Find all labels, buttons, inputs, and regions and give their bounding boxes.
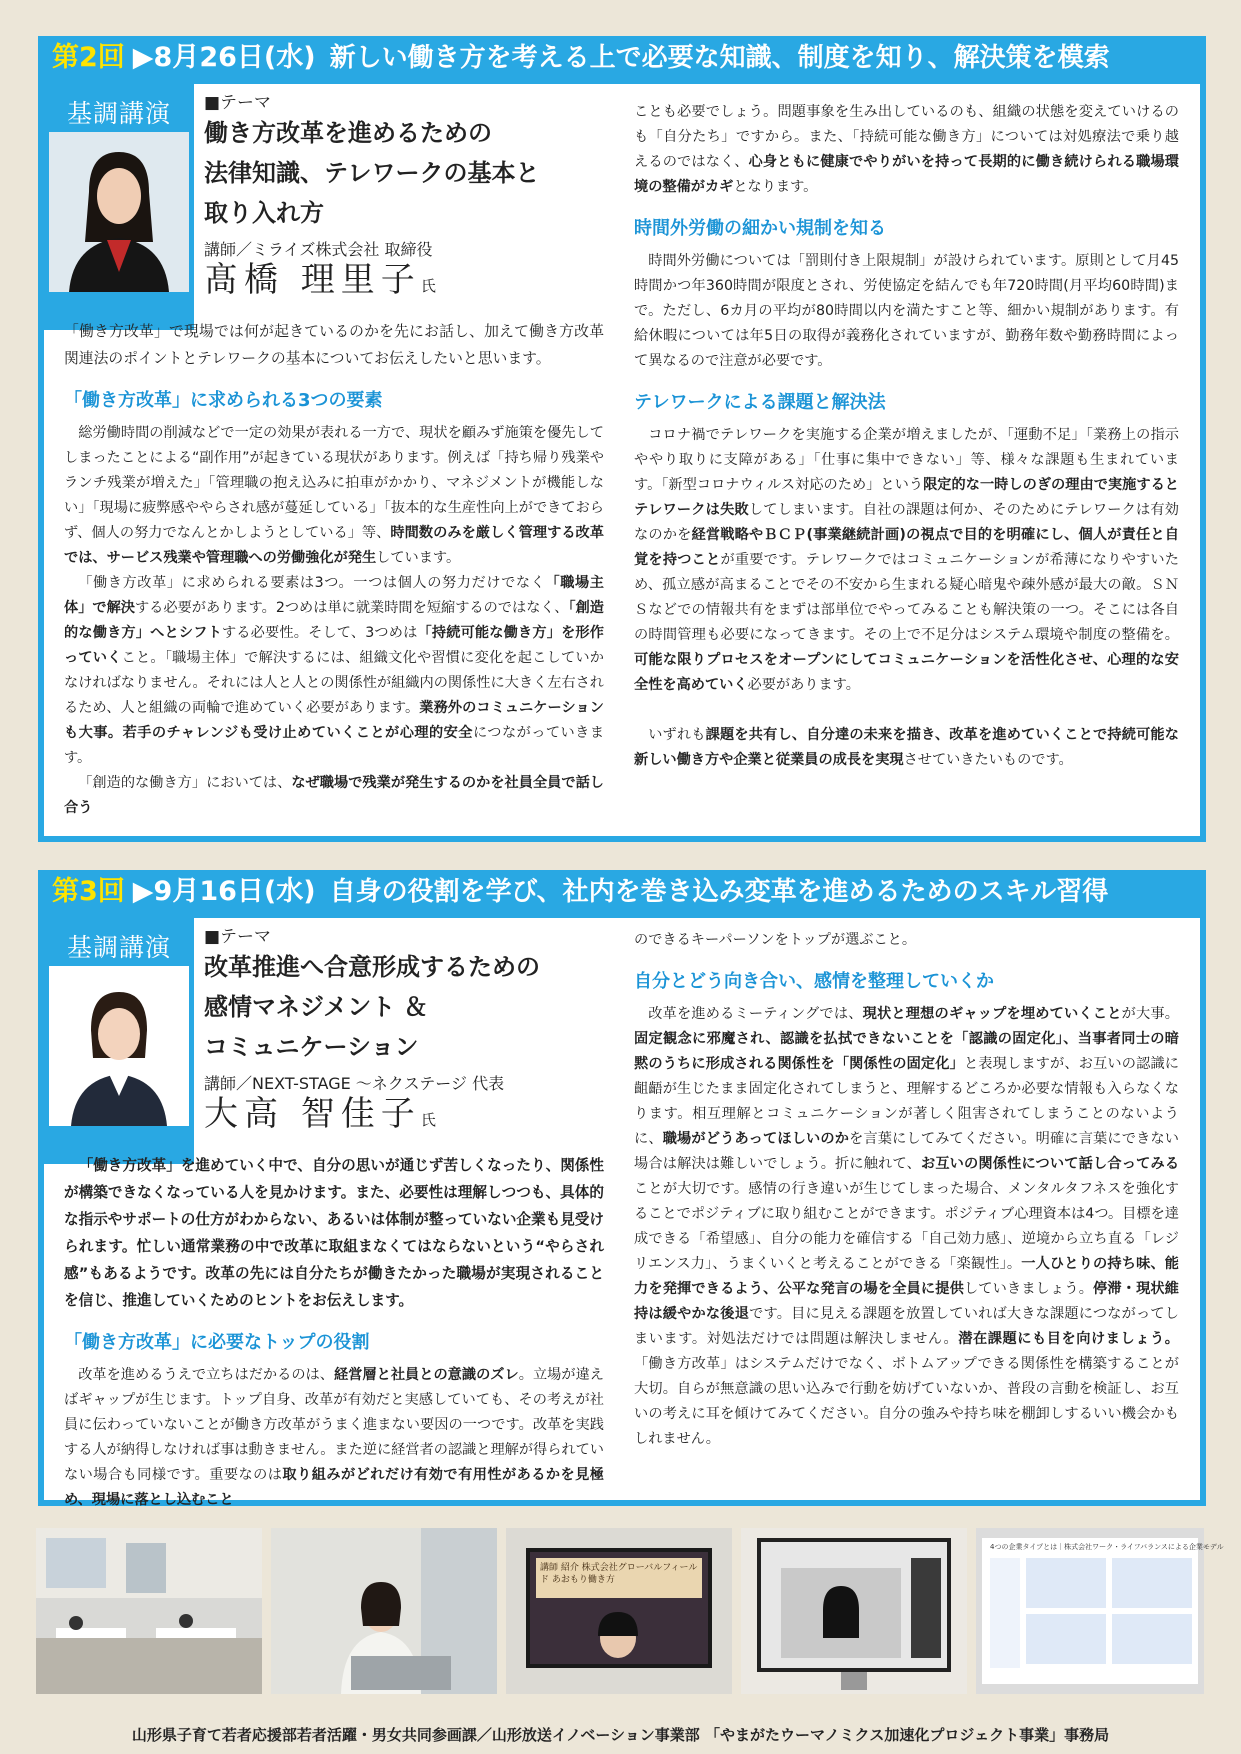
theme-label: ■テーマ	[204, 927, 272, 947]
lecturer-name-text: 大高 智佳子	[204, 1094, 421, 1134]
session-header	[38, 870, 1206, 914]
paragraph: コロナ禍でテレワークを実施する企業が増えましたが、「運動不足」「業務上の指示ややり取りに支障がある」「仕事に集中できない」等、様々な課題も生まれています。「新型コロナウィルス対応のため」という限定的な一時しのぎの理由で実施するとテレワークは失敗してしまいます。自社の課題は何か、そのためにテレワークは有効なのかを経営戦略やＢＣＰ(事業継続計画)の視点で目的を明確にし、個人が責任と自覚を持つことが重要です。テレワークではコミュニケーションが希薄になりやすいため、孤立感が高まることでその不安から生まれる疑心暗鬼や疎外感が最大の敵。ＳＮＳなどでの情報共有をまずは部単位でやってみることも解決策の一つ。そこには各自の時間管理も必要になってきます。その上で不足分はシステム環境や制度の整備を。可能な限りプロセスをオープンにしてコミュニケーションを活性化させ、心理的な安全性を高めていく必要があります。	[634, 427, 1179, 693]
keynote-badge: 基調講演	[66, 99, 171, 128]
intro-text: 「働き方改革」を進めていく中で、自分の思いが通じず苦しくなったり、関係性が構築できなくなっている人を見かけます。また、必要性は理解しつつも、具体的な指示やサポートの仕方がわからない、あるいは体制が整っていない企業も見受けられます。忙しい通常業務の中で改革に取組まなくてはならないという“やらされ感”もあるようです。改革の先には自分たちが働きたかった職場が実現されることを信じ、推進していくためのヒントをお伝えします。	[64, 1157, 604, 1309]
session-2	[38, 36, 1206, 842]
theme-title-line: 感情マネジメント ＆	[204, 993, 428, 1021]
speaker-column	[44, 84, 194, 330]
section-heading: テレワークによる課題と解決法	[634, 392, 886, 413]
section-heading: 自分とどう向き合い、感情を整理していくか	[634, 971, 994, 992]
slide-photo	[976, 1528, 1224, 1694]
session-title: 自身の役割を学び、社内を巻き込み変革を進めるためのスキル習得	[329, 877, 1109, 907]
session-date: ▶8月26日(水)	[132, 42, 316, 73]
online-lecture-screen-photo	[506, 1528, 732, 1694]
right-column	[634, 100, 1179, 773]
session-title: 新しい働き方を考える上で必要な知識、制度を知り、解決策を模索	[329, 43, 1110, 73]
lecturer-name	[204, 1094, 644, 1140]
slide-title: 4つの企業タイプとは｜株式会社ワーク・ライフバランスによる企業モデル	[990, 1543, 1224, 1551]
theme-block	[204, 88, 644, 306]
paragraph: 総労働時間の削減などで一定の効果が表れる一方で、現状を顧みず施策を優先してしまったことによる“副作用”が起きている現状があります。例えば「持ち帰り残業やランチ残業が増えた」「管理職の抱え込みに拍車がかかり、マネジメントが機能しない」「現場に疲弊感ややらされ感が蔓延している」「抜本的な生産性向上ができておらず、個人の努力でなんとかしようとしている」等、時間数のみを厳しく管理する改革では、サービス残業や管理職への労働強化が発生しています。	[64, 425, 604, 566]
paragraph: 改革を進めるミーティングでは、現状と理想のギャップを埋めていくことが大事。固定観念に邪魔され、認識を払拭できないことを「認識の固定化」、当事者同士の暗黙のうちに形成される関係性を「関係性の固定化」と表現しますが、お互いの認識に齟齬が生じたまま固定化されてしまうと、理解するどころか必要な情報も入らなくなります。相互理解とコミュニケーションが著しく阻害されてしまうことのないように、職場がどうあってほしいのかを言葉にしてみてください。明確に言葉にできない場合は解決は難しいでしょう。折に触れて、お互いの関係性について話し合ってみることが大切です。感情の行き違いが生じてしまった場合、メンタルタフネスを強化することでポジティブに取り組むことができます。ポジティブ心理資本は4つ。目標を達成できる「希望感」、自分の能力を確信する「自己効力感」、逆境から立ち直る「レジリエンス力」、うまくいくと考えることができる「楽観性」。一人ひとりの持ち味、能力を発揮できるよう、公平な発言の場を全員に提供していきましょう。停滞・現状維持は緩やかな後退です。目に見える課題を放置していれば大きな課題につながってしまいます。対処法だけでは問題は解決しません。潜在課題にも目を向けましょう。「働き方改革」はシステムだけでなく、ボトムアップできる関係性を構築することが大切。自らが無意識の思い込みで行動を妨げていないか、普段の言動を検証し、お互いの考えに耳を傾けてみてください。自分の強みや持ち味を棚卸しするいい機会かもしれません。	[634, 1006, 1180, 1447]
session-panel	[44, 84, 1200, 836]
monitor-video-call-photo	[741, 1528, 967, 1694]
photo-strip	[36, 1528, 1224, 1698]
right-column	[634, 928, 1179, 1452]
honorific: 氏	[420, 277, 436, 295]
section-heading: 「働き方改革」に必要なトップの役割	[64, 1332, 370, 1353]
paragraph-cont: ことも必要でしょう。問題事象を生み出しているのも、組織の状態を変えていけるのも「自分たち」ですから。また、「持続可能な働き方」については対処療法で乗り越えるのではなく、心身ともに健康でやりがいを持って長期的に働き続けられる職場環境の整備がカギとなります。	[634, 104, 1179, 195]
paragraph: いずれも課題を共有し、自分達の未来を描き、改革を進めていくことで持続可能な新しい働き方や企業と従業員の成長を実現させていきたいものです。	[634, 727, 1179, 768]
participant-laptop-photo	[271, 1528, 497, 1694]
session-3	[38, 870, 1206, 1506]
paragraph: 「働き方改革」に求められる要素は3つ。一つは個人の努力だけでなく「職場主体」で解決する必要があります。2つめは単に就業時間を短縮するのではなく、「創造的な働き方」へとシフトする必要性。そして、3つめは「持続可能な働き方」を形作っていくこと。「職場主体」で解決するには、組織文化や習慣に変化を起こしていかなければなりません。それには人と人との関係性が組織内の関係性に大きく左右されるため、人と組織の両輪で進めていく必要があります。業務外のコミュニケーションも大事。若手のチャレンジも受け止めていくことが心理的安全につながっていきます。	[64, 575, 605, 766]
session-date: ▶9月16日(水)	[132, 876, 316, 907]
paragraph: 「創造的な働き方」においては、なぜ職場で残業が発生するのかを社員全員で話し合う	[64, 775, 604, 816]
seminar-room-photo	[36, 1528, 262, 1694]
session-header	[38, 36, 1206, 80]
lecturer-affiliation: 講師／ミライズ株式会社 取締役	[204, 240, 433, 259]
speaker-photo	[49, 132, 189, 292]
keynote-badge: 基調講演	[66, 933, 171, 962]
theme-title-line: 働き方改革を進めるための	[204, 119, 492, 147]
theme-label: ■テーマ	[204, 93, 272, 113]
screen-caption: 講師 紹介 株式会社グローバルフィールド あおもり働き方	[540, 1563, 698, 1585]
theme-title-line: 取り入れ方	[204, 199, 324, 227]
left-column	[64, 1152, 604, 1513]
honorific: 氏	[420, 1111, 436, 1129]
theme-title-line: 改革推進へ合意形成するための	[204, 953, 540, 981]
session-panel	[44, 918, 1200, 1508]
lecturer-name-text: 髙橋 理里子	[204, 260, 421, 300]
paragraph: 時間外労働については「罰則付き上限規制」が設けられています。原則として月45時間かつ年360時間が限度とされ、労使協定を結んでも年720時間(月平均60時間)まで。ただし、6カ月の平均が80時間以内を満たすこと等、細かい規制があります。有給休暇については年5日の取得が義務化されていますが、勤務年数や勤務時間によって異なるので注意が必要です。	[634, 253, 1179, 369]
paragraph-cont: のできるキーパーソンをトップが選ぶこと。	[634, 932, 917, 948]
theme-title-line: コミュニケーション	[204, 1033, 419, 1061]
paragraph: 改革を進めるうえで立ちはだかるのは、経営層と社員との意識のズレ。立場が違えばギャップが生じます。トップ自身、改革が有効だと実感していても、その考えが社員に伝わっていないことが働き方改革がうまく進まない要因の一つです。改革を実践する人が納得しなければ事は動きません。また逆に経営者の認識と理解が得られていない場合も同様です。重要なのは取り組みがどれだけ有効で有用性があるかを見極め、現場に落とし込むこと	[64, 1367, 604, 1508]
session-number: 第3回	[52, 876, 125, 907]
theme-title-line: 法律知識、テレワークの基本と	[204, 159, 540, 187]
lecturer-affiliation: 講師／NEXT-STAGE 〜ネクステージ 代表	[204, 1074, 505, 1093]
session-number: 第2回	[52, 42, 125, 73]
speaker-column	[44, 918, 194, 1164]
lecturer-name	[204, 260, 644, 306]
theme-block	[204, 922, 644, 1140]
left-column	[64, 318, 604, 821]
speaker-photo	[49, 966, 189, 1126]
section-heading: 時間外労働の細かい規制を知る	[634, 218, 886, 239]
footer-organizer: 山形県子育て若者応援部若者活躍・男女共同参画課／山形放送イノベーション事業部 「やまがたウーマノミクス加速化プロジェクト事業」事務局	[131, 1726, 1110, 1744]
section-heading: 「働き方改革」に求められる3つの要素	[64, 390, 383, 411]
intro-text: 「働き方改革」で現場では何が起きているのかを先にお話し、加えて働き方改革関連法のポイントとテレワークの基本についてお伝えしたいと思います。	[64, 323, 604, 367]
